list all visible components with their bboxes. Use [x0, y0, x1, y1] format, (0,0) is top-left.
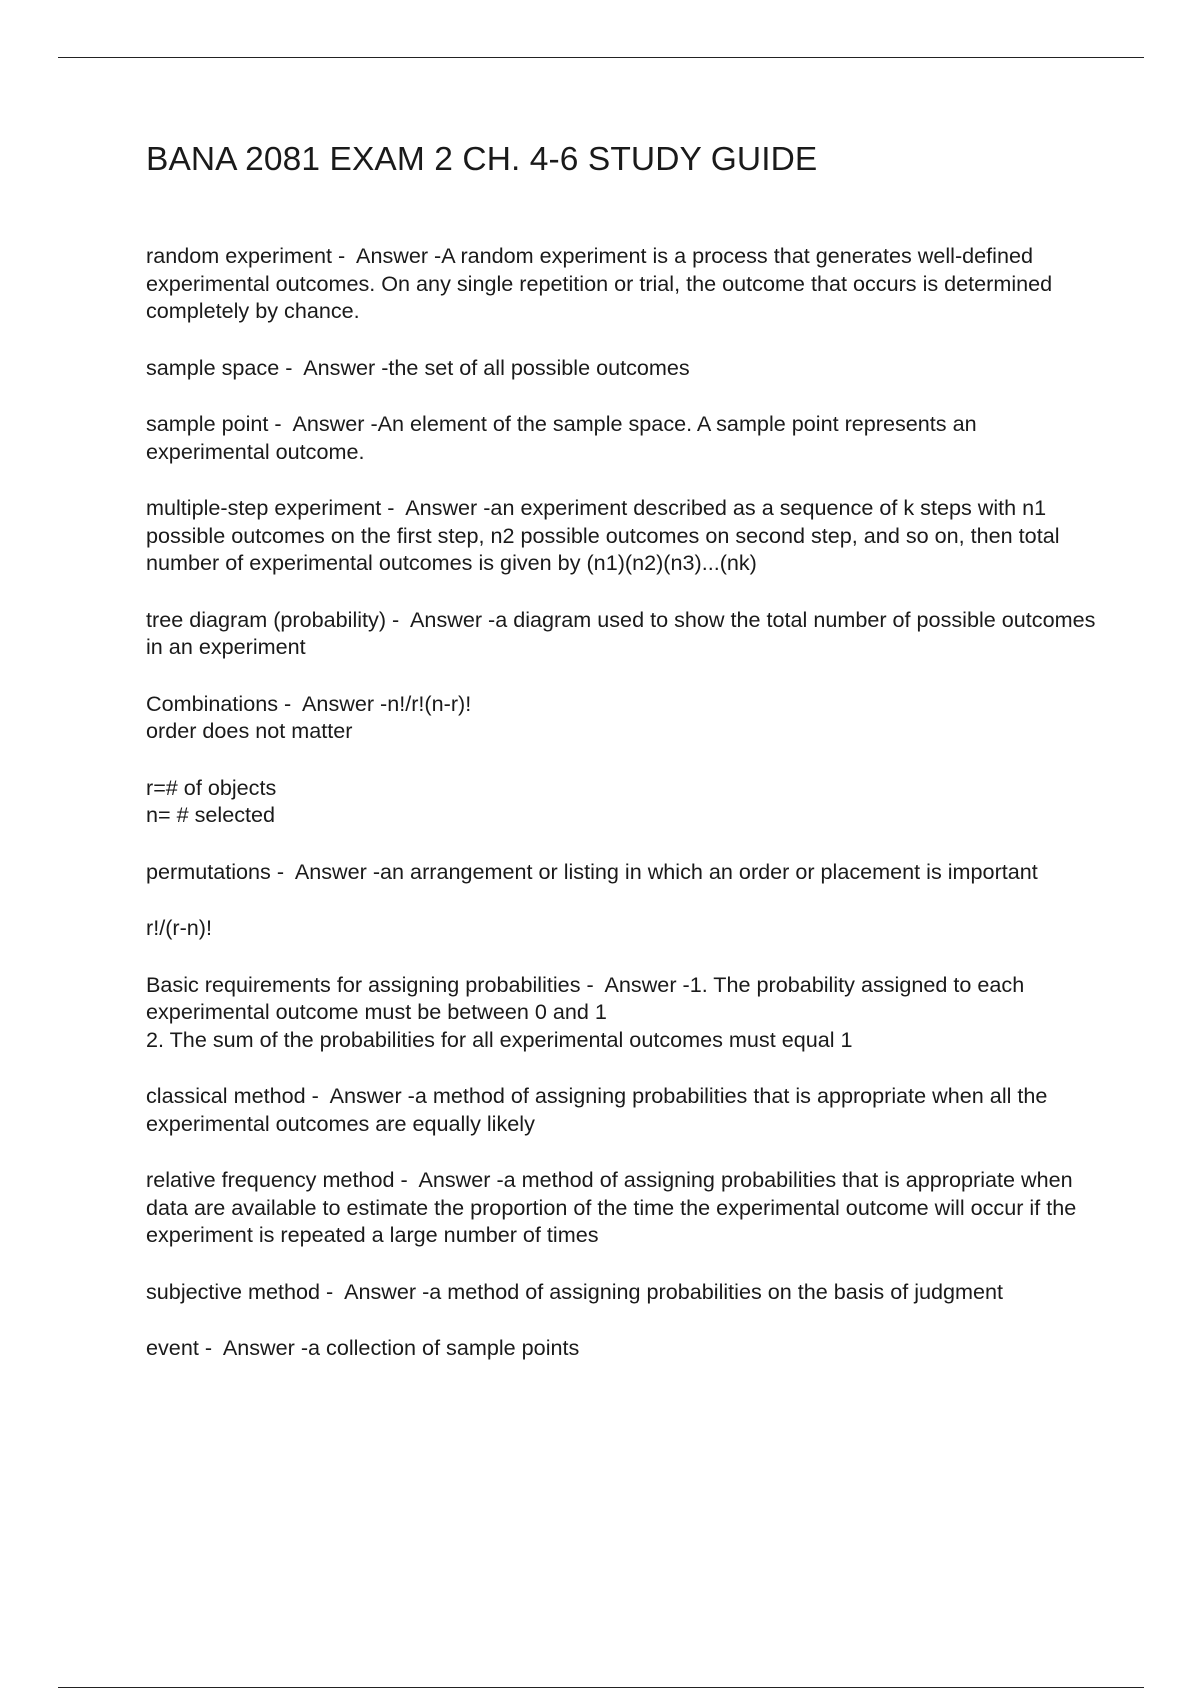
- entry-separator: -: [268, 411, 293, 436]
- entry-subjective-method: [146, 1278, 1096, 1306]
- entry-separator: -: [320, 1278, 345, 1304]
- footer-rule: [58, 1687, 1144, 1688]
- entry-term: permutations: [146, 858, 271, 884]
- entry-classical-method: [146, 1082, 1096, 1137]
- entry-permutations: [146, 858, 1096, 886]
- entry-separator: -: [305, 1083, 330, 1108]
- header-rule: [58, 57, 1144, 58]
- entry-combinations: [146, 690, 1096, 745]
- entry-separator: -: [394, 1167, 419, 1192]
- entry-answer: Answer -An element of the sample space. A sample point represents an experimental outcome.: [146, 411, 977, 464]
- entry-answer: Answer -an arrangement or listing in which an order or placement is important: [294, 858, 1038, 884]
- entry-term: Combinations: [146, 690, 279, 716]
- entry-answer: Answer -A random experiment is a process that generates well-defined experimental outcomes. On any single repetition or trial, the outcome that occurs is determined completely by chance.: [146, 243, 1053, 323]
- entry-term: sample point: [146, 411, 269, 436]
- entry-term: multiple-step experiment: [146, 495, 382, 520]
- entry-separator: -: [198, 1335, 223, 1360]
- entry-term: relative frequency method: [146, 1167, 395, 1192]
- entry-answer: Answer -1. The probability assigned to each experimental outcome must be between 0 and 1: [146, 971, 1025, 1024]
- entry-answer: Answer -a method of assigning probabilities that is appropriate when all the experimental outcomes are equally likely: [146, 1083, 1048, 1136]
- entry-separator: -: [386, 606, 411, 632]
- entry-separator: -: [580, 971, 605, 997]
- entry-multiple-step-experiment: [146, 494, 1096, 577]
- entry-term: sample space: [146, 354, 280, 380]
- entry-term: event: [146, 1335, 199, 1360]
- entry-separator: -: [381, 495, 406, 520]
- entry-combination-variables: [146, 774, 1096, 829]
- entry-term: classical method: [146, 1083, 306, 1108]
- entry-answer: Answer -a collection of sample points: [222, 1335, 580, 1360]
- entry-random-experiment: [146, 242, 1096, 325]
- entry-answer: Answer -the set of all possible outcomes: [303, 354, 690, 380]
- entry-separator: -: [279, 354, 304, 380]
- entry-term: Basic requirements for assigning probabilities: [146, 971, 581, 997]
- entry-separator: -: [270, 858, 295, 884]
- entry-term: random experiment: [146, 243, 333, 268]
- entry-text: r=# of objects n= # selected: [146, 774, 277, 827]
- entry-relative-frequency-method: [146, 1166, 1096, 1249]
- entry-sample-space: [146, 354, 1096, 382]
- entry-text: r!/(r-n)!: [146, 915, 212, 940]
- entry-permutation-formula: [146, 914, 1096, 942]
- entry-answer: Answer -a method of assigning probabilities on the basis of judgment: [344, 1278, 1004, 1304]
- entry-answer: Answer -a diagram used to show the total number of possible outcomes in an experiment: [146, 606, 1096, 659]
- entry-note: order does not matter: [146, 718, 353, 743]
- entry-term: tree diagram (probability): [146, 606, 387, 632]
- entry-separator: -: [278, 690, 303, 716]
- study-guide-content: [146, 242, 1096, 1391]
- entry-note: 2. The sum of the probabilities for all experimental outcomes must equal 1: [146, 1026, 853, 1052]
- entry-tree-diagram: [146, 606, 1096, 661]
- entry-separator: -: [332, 243, 357, 268]
- entry-basic-requirements: [146, 971, 1096, 1054]
- entry-answer: Answer -a method of assigning probabilities that is appropriate when data are available to estimate the proportion of the time the experimental outcome will occur if the experiment is repeated a large number of times: [146, 1167, 1077, 1247]
- entry-sample-point: [146, 410, 1096, 465]
- page-title: BANA 2081 EXAM 2 CH. 4-6 STUDY GUIDE: [146, 141, 818, 178]
- entry-event: [146, 1334, 1096, 1362]
- entry-answer: Answer -n!/r!(n-r)!: [302, 690, 472, 716]
- entry-term: subjective method: [146, 1278, 321, 1304]
- entry-answer: Answer -an experiment described as a sequence of k steps with n1 possible outcomes on the first step, n2 possible outcomes on second step, and so on, then total number of experimental outcomes is given by (n1)(n2)(n3)...(nk): [146, 495, 1060, 575]
